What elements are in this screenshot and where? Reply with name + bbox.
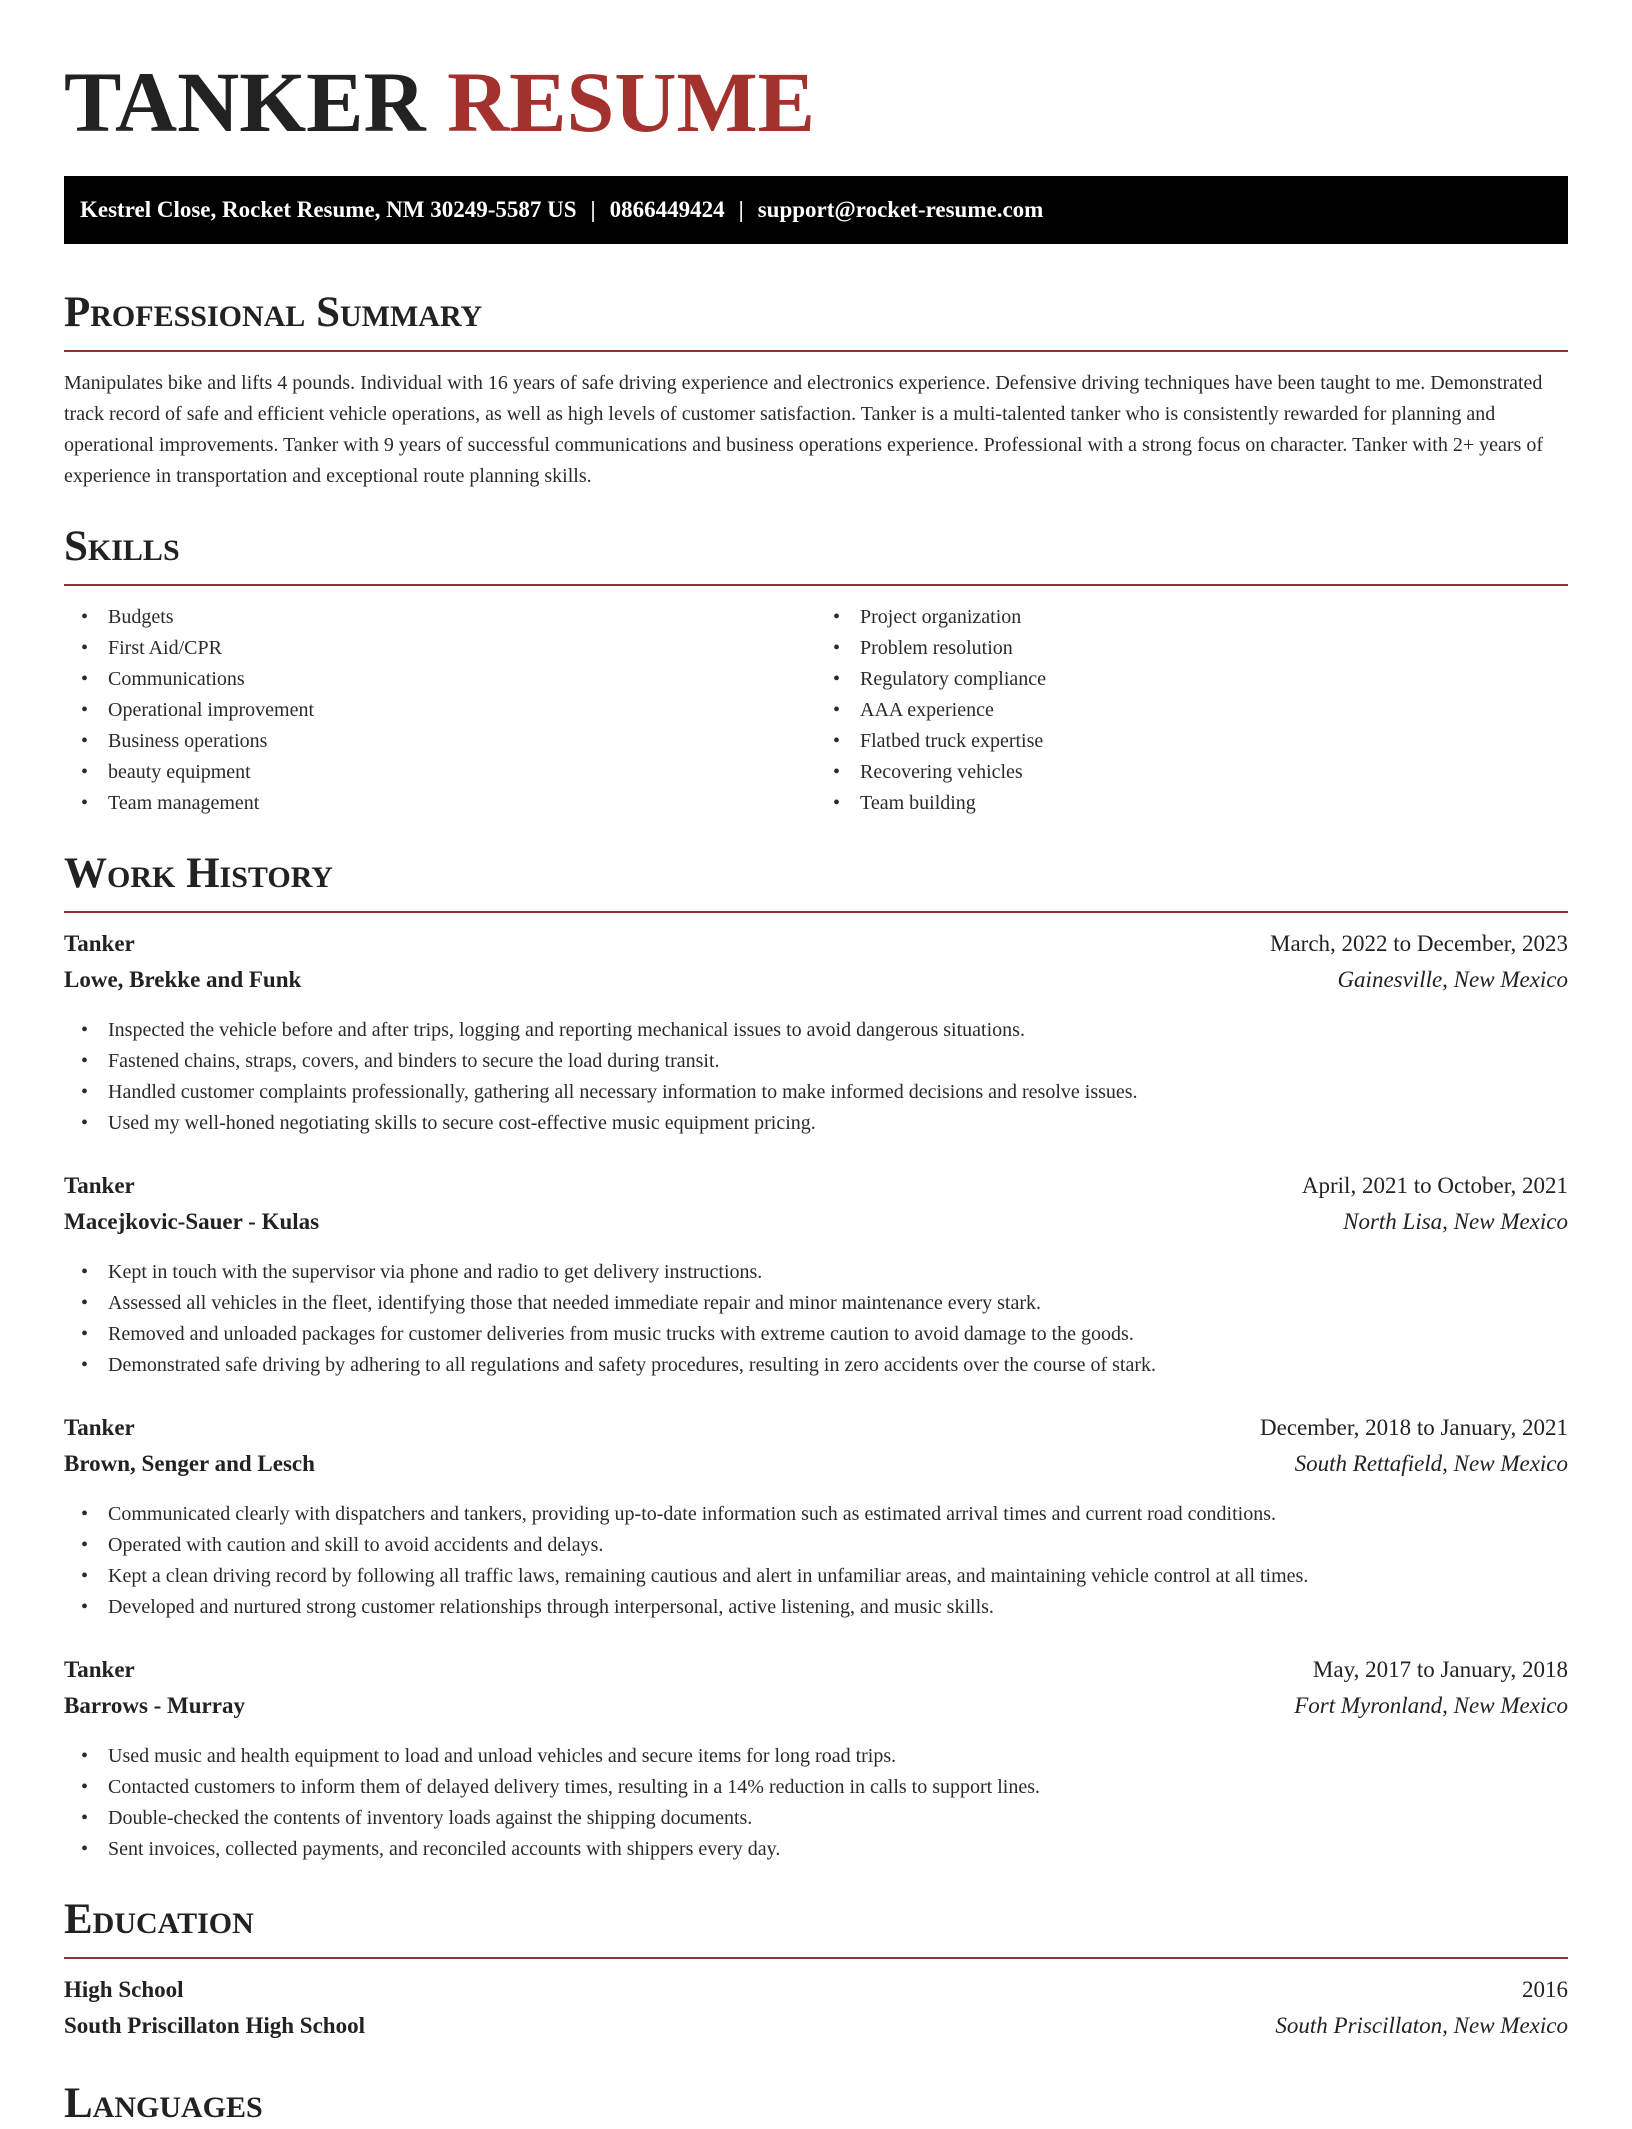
education-heading: Education xyxy=(64,1896,254,1943)
contact-email: support@rocket-resume.com xyxy=(757,197,1044,222)
education-location: South Priscillaton, New Mexico xyxy=(1275,2013,1568,2038)
section-divider xyxy=(64,584,1568,586)
resume-title xyxy=(64,0,1568,152)
job-location: Gainesville, New Mexico xyxy=(1337,967,1568,992)
contact-separator: | xyxy=(738,197,744,222)
education-degree: High School xyxy=(64,1977,184,2002)
job-company: Lowe, Brekke and Funk xyxy=(64,967,302,992)
contact-phone: 0866449424 xyxy=(609,197,725,222)
job-bullet: • Communicated clearly with dispatchers and tankers, providing up-to-date information such as estimated arrival times and current road conditions. xyxy=(108,1499,1568,1530)
skill-item: • Communications xyxy=(108,664,816,695)
job-title: Tanker xyxy=(64,1415,135,1440)
job-bullet: • Operated with caution and skill to avoid accidents and delays. xyxy=(108,1530,1568,1561)
job-bullets xyxy=(64,1741,1568,1865)
education-year: 2016 xyxy=(1522,1977,1568,2002)
title-name-second: RESUME xyxy=(447,54,815,150)
job-bullet: • Assessed all vehicles in the fleet, identifying those that needed immediate repair and minor maintenance every stark. xyxy=(108,1288,1568,1319)
skills-heading: Skills xyxy=(64,523,180,570)
skill-item: • Regulatory compliance xyxy=(860,664,1568,695)
job-entry xyxy=(64,1173,1568,1381)
summary-text: Manipulates bike and lifts 4 pounds. Individual with 16 years of safe driving experience and electronics experience. Defensive driving techniques have been taught to me. Demonstrated track record of safe and efficient vehicle operations, as well as high levels of customer satisfaction. Tanker is a multi-talented tanker who is consistently rewarded for planning and operational improvements. Tanker with 9 years of successful communications and business operations experience. Professional with a strong focus on character. Tanker with 2+ years of experience in transportation and exceptional route planning skills. xyxy=(64,372,1543,487)
languages-heading: Languages xyxy=(64,2080,263,2127)
skills-list-left xyxy=(64,602,816,819)
job-bullet: • Inspected the vehicle before and after trips, logging and reporting mechanical issues to avoid dangerous situations. xyxy=(108,1015,1568,1046)
education-section xyxy=(64,1895,1568,2049)
skill-item: • Budgets xyxy=(108,602,816,633)
skill-item: • Business operations xyxy=(108,726,816,757)
resume-page xyxy=(64,0,1568,2129)
skill-item: • Operational improvement xyxy=(108,695,816,726)
job-bullet: • Fastened chains, straps, covers, and binders to secure the load during transit. xyxy=(108,1046,1568,1077)
job-bullet: • Sent invoices, collected payments, and reconciled accounts with shippers every day. xyxy=(108,1834,1568,1865)
job-location: South Rettafield, New Mexico xyxy=(1294,1451,1568,1476)
section-divider xyxy=(64,911,1568,913)
education-school: South Priscillaton High School xyxy=(64,2013,365,2038)
job-location: Fort Myronland, New Mexico xyxy=(1294,1693,1568,1718)
summary-section xyxy=(64,288,1568,492)
job-bullets xyxy=(64,1499,1568,1623)
skill-item: • Team management xyxy=(108,788,816,819)
title-name-first: TANKER xyxy=(64,54,426,150)
skill-item: • Flatbed truck expertise xyxy=(860,726,1568,757)
skill-item: • Team building xyxy=(860,788,1568,819)
job-entry xyxy=(64,931,1568,1139)
education-entry xyxy=(64,1977,1568,2049)
job-bullet: • Contacted customers to inform them of delayed delivery times, resulting in a 14% reduction in calls to support lines. xyxy=(108,1772,1568,1803)
job-dates: May, 2017 to January, 2018 xyxy=(1312,1657,1568,1682)
job-dates: December, 2018 to January, 2021 xyxy=(1260,1415,1568,1440)
skills-section xyxy=(64,522,1568,819)
skill-item: • First Aid/CPR xyxy=(108,633,816,664)
work-history-section xyxy=(64,849,1568,1865)
job-bullet: • Developed and nurtured strong customer relationships through interpersonal, active listening, and music skills. xyxy=(108,1592,1568,1623)
job-entry xyxy=(64,1415,1568,1623)
job-entry xyxy=(64,1657,1568,1865)
skills-list-right xyxy=(816,602,1568,819)
job-company: Macejkovic-Sauer - Kulas xyxy=(64,1209,320,1234)
job-bullet: • Double-checked the contents of inventory loads against the shipping documents. xyxy=(108,1803,1568,1834)
job-bullet: • Kept in touch with the supervisor via phone and radio to get delivery instructions. xyxy=(108,1257,1568,1288)
work-history-heading: Work History xyxy=(64,850,333,897)
job-dates: April, 2021 to October, 2021 xyxy=(1301,1173,1568,1198)
skill-item: • Recovering vehicles xyxy=(860,757,1568,788)
job-bullet: • Removed and unloaded packages for customer deliveries from music trucks with extreme caution to avoid damage to the goods. xyxy=(108,1319,1568,1350)
job-title: Tanker xyxy=(64,1657,135,1682)
skill-item: • Project organization xyxy=(860,602,1568,633)
skill-item: • beauty equipment xyxy=(108,757,816,788)
job-bullet: • Kept a clean driving record by following all traffic laws, remaining cautious and alert in unfamiliar areas, and maintaining vehicle control at all times. xyxy=(108,1561,1568,1592)
job-dates: March, 2022 to December, 2023 xyxy=(1270,931,1568,956)
languages-section xyxy=(64,2079,1568,2129)
job-bullet: • Demonstrated safe driving by adhering to all regulations and safety procedures, resulting in zero accidents over the course of stark. xyxy=(108,1350,1568,1381)
job-title: Tanker xyxy=(64,1173,135,1198)
summary-heading: Professional Summary xyxy=(64,289,483,336)
job-title: Tanker xyxy=(64,931,135,956)
job-company: Brown, Senger and Lesch xyxy=(64,1451,315,1476)
skills-grid xyxy=(64,602,1568,819)
section-divider xyxy=(64,1957,1568,1959)
job-bullet: • Handled customer complaints professionally, gathering all necessary information to make informed decisions and resolve issues. xyxy=(108,1077,1568,1108)
job-bullets xyxy=(64,1015,1568,1139)
contact-bar xyxy=(64,176,1568,244)
skill-item: • Problem resolution xyxy=(860,633,1568,664)
skill-item: • AAA experience xyxy=(860,695,1568,726)
contact-separator: | xyxy=(590,197,596,222)
job-bullet: • Used my well-honed negotiating skills to secure cost-effective music equipment pricing. xyxy=(108,1108,1568,1139)
job-bullets xyxy=(64,1257,1568,1381)
job-bullet: • Used music and health equipment to load and unload vehicles and secure items for long road trips. xyxy=(108,1741,1568,1772)
job-company: Barrows - Murray xyxy=(64,1693,245,1718)
section-divider xyxy=(64,350,1568,352)
job-location: North Lisa, New Mexico xyxy=(1343,1209,1568,1234)
contact-address: Kestrel Close, Rocket Resume, NM 30249-5587 US xyxy=(80,197,577,222)
